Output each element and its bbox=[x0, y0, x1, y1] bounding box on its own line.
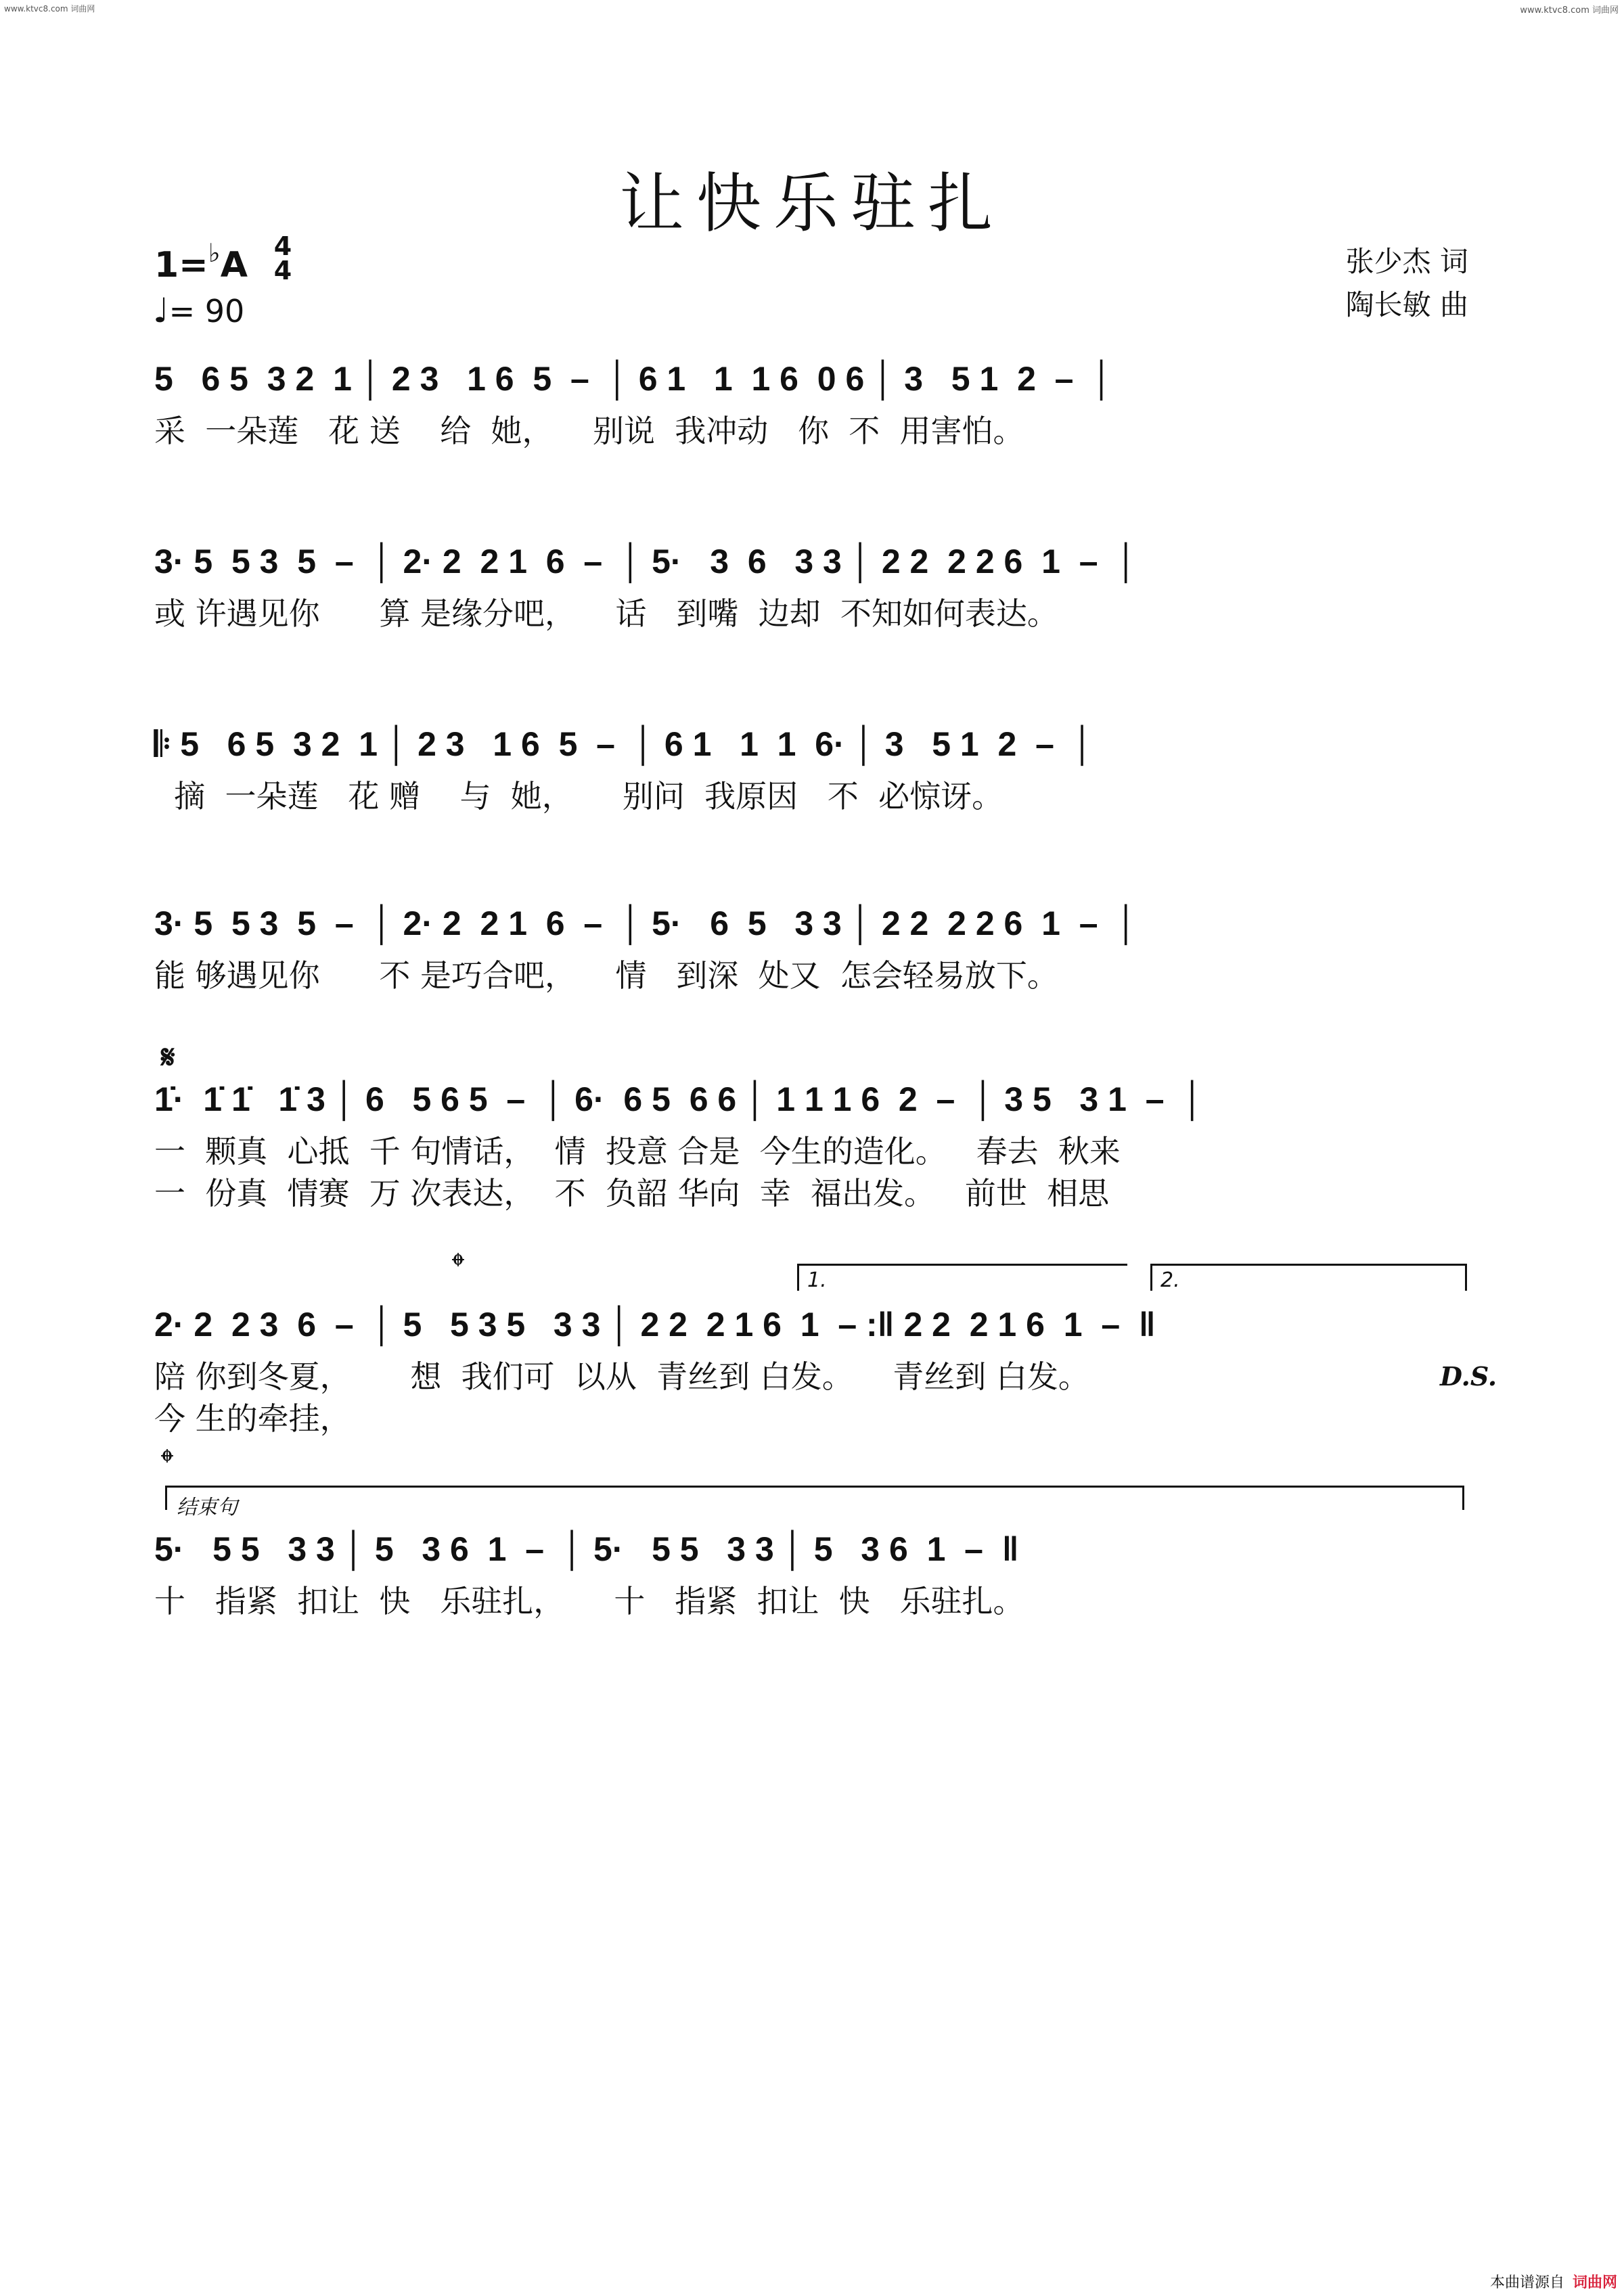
tempo-marking bbox=[153, 291, 244, 330]
credits bbox=[1346, 240, 1468, 327]
composer-credit: 陶长敏 曲 bbox=[1345, 288, 1468, 321]
ending-phrase-bracket: 结束句 bbox=[165, 1486, 1464, 1510]
lyrics-line-verse-1: 陪 你到冬夏， 想 我们可 以从 青丝到 白发。 青丝到 白发。 bbox=[154, 1358, 1089, 1395]
notes-line: 5 6 5 3 2 1 │ 2 3 1 6 5 – │ 6 1 1 1 6 0 6 │ 3 5 1 2 – │ bbox=[154, 360, 1114, 398]
score-system-2 bbox=[154, 534, 1474, 635]
header-right-watermark: www.ktvc8.com 词曲网 bbox=[1520, 5, 1619, 16]
lyricist-credit: 张少杰 词 bbox=[1345, 245, 1468, 278]
quarter-note-icon: ♩ bbox=[153, 291, 169, 330]
score-system-7 bbox=[154, 1522, 1474, 1622]
dal-segno-marking: D.S. bbox=[1440, 1361, 1497, 1392]
volta-second-ending: 2. bbox=[1150, 1264, 1467, 1291]
notes-line: 5· 5 5 3 3 │ 5 3 6 1 – │ 5· 5 5 3 3 │ 5 3 6 1 – ‖ bbox=[154, 1530, 1019, 1568]
time-bottom: 4 bbox=[273, 256, 292, 285]
score-system-5 bbox=[154, 1072, 1474, 1214]
lyrics-line-verse-2: 一 份真 情赛 万 次表达， 不 负韶 华向 幸 福出发。 前世 相思 bbox=[154, 1175, 1110, 1212]
segno-icon: 𝄋 bbox=[161, 1038, 175, 1076]
key-signature bbox=[154, 238, 248, 285]
song-title: 让快乐驻扎 bbox=[619, 166, 1005, 242]
notes-line: 3· 5 5 3 5 – │ 2· 2 2 1 6 – │ 5· 3 6 3 3 │ 2 2 2 2 6 1 – │ bbox=[154, 543, 1138, 580]
header-left-watermark: www.ktvc8.com 词曲网 bbox=[4, 4, 95, 14]
tempo-value: = 90 bbox=[168, 293, 245, 329]
score-system-6 bbox=[154, 1298, 1474, 1440]
lyrics-line-verse-2: 今 生的牵挂， bbox=[154, 1400, 351, 1437]
notes-line: 2· 2 2 3 6 – │ 5 5 3 5 3 3 │ 2 2 2 1 6 1 – :‖ 2 2 2 1 6 1 – ‖ bbox=[154, 1306, 1156, 1344]
flat-icon: ♭ bbox=[208, 238, 221, 268]
lyrics-line: 或 许遇见你 算 是缘分吧， 话 到嘴 边却 不知如何表达。 bbox=[154, 595, 1058, 632]
score-system-1 bbox=[154, 352, 1474, 452]
coda-icon: 𝄌 bbox=[161, 1442, 173, 1483]
coda-icon: 𝄌 bbox=[452, 1246, 464, 1287]
notes-line: 𝄆 5 6 5 3 2 1 │ 2 3 1 6 5 – │ 6 1 1 1 6· │ 3 5 1 2 – │ bbox=[154, 725, 1094, 763]
notes-line: 3· 5 5 3 5 – │ 2· 2 2 1 6 – │ 5· 6 5 3 3 │ 2 2 2 2 6 1 – │ bbox=[154, 904, 1138, 942]
score-system-4 bbox=[154, 896, 1474, 996]
lyrics-line: 摘 一朵莲 花 赠 与 她， 别问 我原因 不 必惊讶。 bbox=[154, 778, 1003, 814]
notes-line: 1̇· 1̇ 1̇ 1̇ 3 │ 6 5 6 5 – │ 6· 6 5 6 6 │ 1 1 1 6 2 – │ 3 5 3 1 – │ bbox=[154, 1080, 1204, 1118]
lyrics-line-verse-1: 一 颗真 心抵 千 句情话， 情 投意 合是 今生的造化。 春去 秋来 bbox=[154, 1133, 1121, 1170]
footer-source bbox=[1490, 2271, 1617, 2292]
time-signature bbox=[269, 231, 296, 285]
footer-logo: 词曲网 bbox=[1572, 2274, 1617, 2291]
time-top: 4 bbox=[273, 231, 292, 261]
lyrics-line: 采 一朵莲 花 送 给 她， 别说 我冲动 你 不 用害怕。 bbox=[154, 413, 1024, 449]
score-system-3 bbox=[154, 717, 1474, 817]
lyrics-line: 十 指紧 扣让 快 乐驻扎， 十 指紧 扣让 快 乐驻扎。 bbox=[154, 1583, 1024, 1620]
key-note: A bbox=[220, 245, 248, 285]
volta-first-ending: 1. bbox=[797, 1264, 1127, 1291]
lyrics-line: 能 够遇见你 不 是巧合吧， 情 到深 处又 怎会轻易放下。 bbox=[154, 957, 1058, 994]
footer-source-text: 本曲谱源自 bbox=[1489, 2274, 1564, 2291]
key-prefix: 1= bbox=[154, 245, 208, 285]
